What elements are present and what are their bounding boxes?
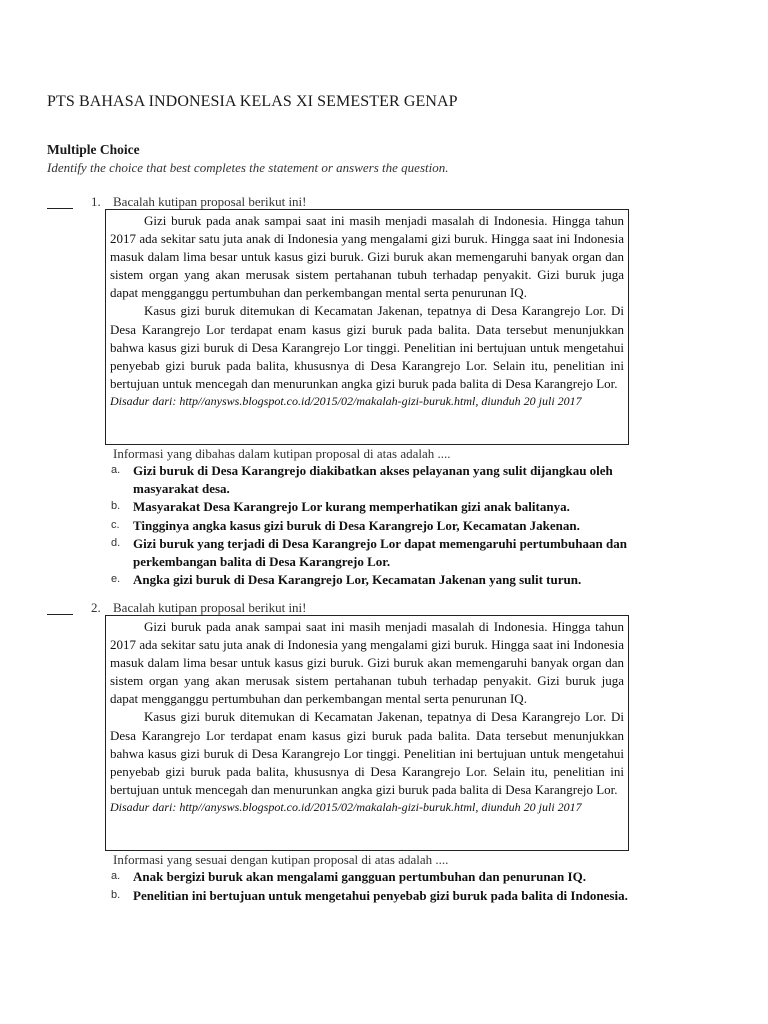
answer-options [107, 462, 647, 590]
document-title: PTS BAHASA INDONESIA KELAS XI SEMESTER GENAP [47, 93, 458, 110]
option-letter: a. [111, 464, 121, 476]
section-heading: Multiple Choice [47, 142, 140, 157]
answer-option-c[interactable] [107, 517, 647, 535]
answer-option-a[interactable] [107, 868, 647, 886]
option-text: Gizi buruk yang terjadi di Desa Karangrejo Lor dapat memengaruhi pertumbuhaan dan perkembangan balita di Desa Karangrejo Lor. [133, 536, 627, 569]
excerpt-paragraph: Kasus gizi buruk ditemukan di Kecamatan Jakenan, tepatnya di Desa Karangrejo Lor. Di Desa Karangrejo Lor terdapat enam kasus gizi buruk pada balita. Data tersebut menunjukkan bahwa kasus gizi buruk di Desa Karangrejo Lor tinggi. Penelitian ini bertujuan untuk mengetahui penyebab gizi buruk pada balita, khususnya di Desa Karangrejo Lor. Selain itu, penelitian ini bertujuan untuk mencegah dan menurunkan angka gizi buruk pada balita di Desa Karangrejo Lor. [110, 709, 624, 797]
answer-option-d[interactable] [107, 535, 647, 570]
question-number: 1. [91, 194, 101, 209]
answer-option-b[interactable] [107, 498, 647, 516]
question-stem: Informasi yang sesuai dengan kutipan proposal di atas adalah .... [113, 852, 449, 867]
option-text: Tingginya angka kasus gizi buruk di Desa Karangrejo Lor, Kecamatan Jakenan. [133, 517, 580, 533]
option-text: Penelitian ini bertujuan untuk mengetahui penyebab gizi buruk pada balita di Indonesia. [133, 887, 628, 903]
section-instructions: Identify the choice that best completes the statement or answers the question. [47, 160, 449, 175]
option-letter: d. [111, 537, 121, 549]
question-prompt: Bacalah kutipan proposal berikut ini! [113, 600, 307, 615]
option-letter: b. [111, 500, 121, 512]
option-letter: e. [111, 573, 121, 585]
option-letter: a. [111, 870, 121, 882]
question-stem: Informasi yang dibahas dalam kutipan proposal di atas adalah .... [113, 446, 451, 461]
answer-option-e[interactable] [107, 571, 647, 589]
option-text: Angka gizi buruk di Desa Karangrejo Lor, Kecamatan Jakenan yang sulit turun. [133, 572, 582, 587]
answer-options [107, 868, 647, 905]
option-text: Anak bergizi buruk akan mengalami gangguan pertumbuhan dan penurunan IQ. [133, 869, 586, 884]
answer-blank[interactable] [47, 614, 73, 615]
excerpt-paragraph: Gizi buruk pada anak sampai saat ini masih menjadi masalah di Indonesia. Hingga tahun 2017 ada sekitar satu juta anak di Indonesia yang mengalami gizi buruk. Hingga saat ini Indonesia masuk dalam lima besar untuk kasus gizi buruk. Gizi buruk akan memengaruhi banyak organ dan sistem organ yang akan merusak sistem pertahanan tubuh terhadap penyakit. Gizi buruk juga dapat mengganggu pertumbuhan dan perkembangan mental serta penurunan IQ. [110, 619, 624, 707]
excerpt-source: Disadur dari: http//anysws.blogspot.co.id/2015/02/makalah-gizi-buruk.html, diunduh 20 juli 2017 [110, 393, 582, 408]
excerpt-source: Disadur dari: http//anysws.blogspot.co.id/2015/02/makalah-gizi-buruk.html, diunduh 20 juli 2017 [110, 799, 582, 814]
question-number: 2. [91, 600, 101, 615]
proposal-excerpt-box [105, 209, 629, 445]
option-letter: c. [111, 518, 120, 531]
answer-blank[interactable] [47, 208, 73, 209]
answer-option-b[interactable] [107, 887, 647, 905]
option-letter: b. [111, 888, 121, 901]
option-text: Masyarakat Desa Karangrejo Lor kurang memperhatikan gizi anak balitanya. [133, 499, 570, 514]
proposal-excerpt-box [105, 615, 629, 851]
excerpt-paragraph: Kasus gizi buruk ditemukan di Kecamatan Jakenan, tepatnya di Desa Karangrejo Lor. Di Desa Karangrejo Lor terdapat enam kasus gizi buruk pada balita. Data tersebut menunjukkan bahwa kasus gizi buruk di Desa Karangrejo Lor tinggi. Penelitian ini bertujuan untuk mengetahui penyebab gizi buruk pada balita, khususnya di Desa Karangrejo Lor. Selain itu, penelitian ini bertujuan untuk mencegah dan menurunkan angka gizi buruk pada balita di Desa Karangrejo Lor. [110, 303, 624, 391]
answer-option-a[interactable] [107, 462, 647, 497]
option-text: Gizi buruk di Desa Karangrejo diakibatkan akses pelayanan yang sulit dijangkau oleh masyarakat desa. [133, 463, 613, 496]
excerpt-paragraph: Gizi buruk pada anak sampai saat ini masih menjadi masalah di Indonesia. Hingga tahun 2017 ada sekitar satu juta anak di Indonesia yang mengalami gizi buruk. Hingga saat ini Indonesia masuk dalam lima besar untuk kasus gizi buruk. Gizi buruk akan memengaruhi banyak organ dan sistem organ yang akan merusak sistem pertahanan tubuh terhadap penyakit. Gizi buruk juga dapat mengganggu pertumbuhan dan perkembangan mental serta penurunan IQ. [110, 213, 624, 301]
question-prompt: Bacalah kutipan proposal berikut ini! [113, 194, 307, 209]
